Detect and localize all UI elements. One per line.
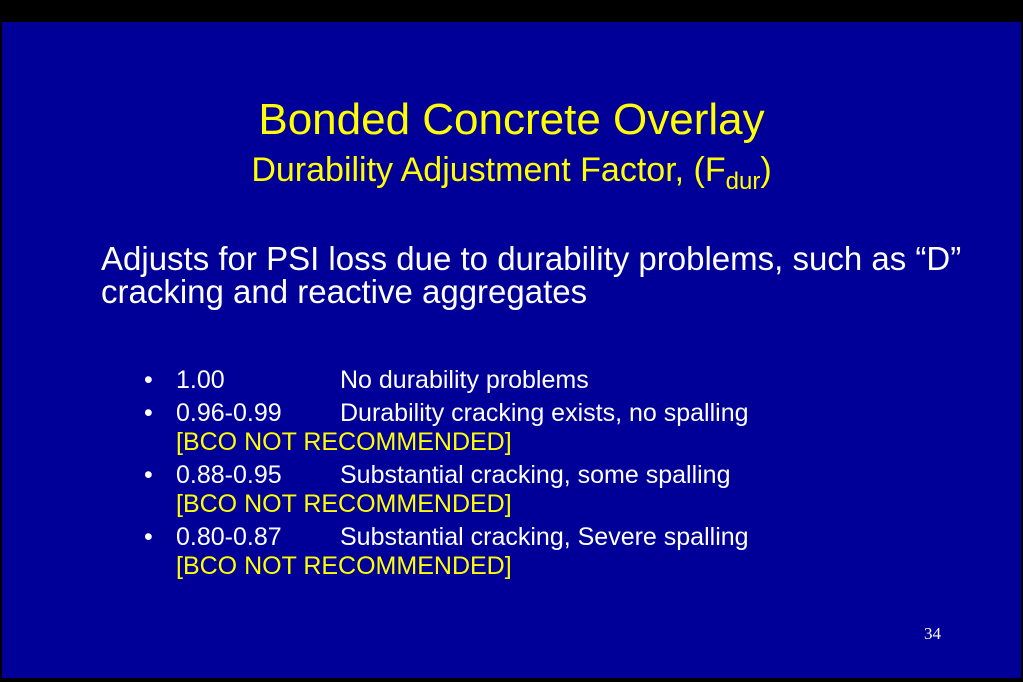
- subtitle-text: Durability Adjustment Factor, (F: [251, 151, 726, 189]
- intro-paragraph: Adjusts for PSI loss due to durability problems, such as “D” cracking and reactive aggregates: [101, 240, 962, 310]
- bullet-icon: •: [144, 366, 153, 394]
- bullet-icon: •: [144, 399, 153, 427]
- factor-description: Durability cracking exists, no spalling: [340, 399, 749, 427]
- factor-list: [142, 366, 1002, 585]
- list-item: [142, 523, 1002, 581]
- factor-range: 1.00: [176, 366, 225, 394]
- slide: [2, 22, 1021, 678]
- recommendation-note: [BCO NOT RECOMMENDED]: [176, 490, 512, 518]
- slide-title: Bonded Concrete Overlay: [258, 95, 765, 144]
- bullet-icon: •: [144, 523, 153, 551]
- factor-description: Substantial cracking, Severe spalling: [340, 523, 749, 551]
- list-item: [142, 366, 1002, 395]
- bullet-icon: •: [144, 461, 153, 489]
- factor-description: No durability problems: [340, 366, 589, 394]
- recommendation-note: [BCO NOT RECOMMENDED]: [176, 428, 512, 456]
- page-number: 34: [924, 624, 941, 643]
- factor-range: 0.88-0.95: [176, 461, 282, 489]
- list-item: [142, 399, 1002, 457]
- factor-range: 0.96-0.99: [176, 399, 282, 427]
- factor-description: Substantial cracking, some spalling: [340, 461, 731, 489]
- subtitle-close-paren: ): [760, 151, 772, 189]
- list-item: [142, 461, 1002, 519]
- subtitle-subscript: dur: [725, 168, 761, 195]
- slide-subtitle: [2, 150, 1021, 194]
- factor-range: 0.80-0.87: [176, 523, 282, 551]
- recommendation-note: [BCO NOT RECOMMENDED]: [176, 552, 512, 580]
